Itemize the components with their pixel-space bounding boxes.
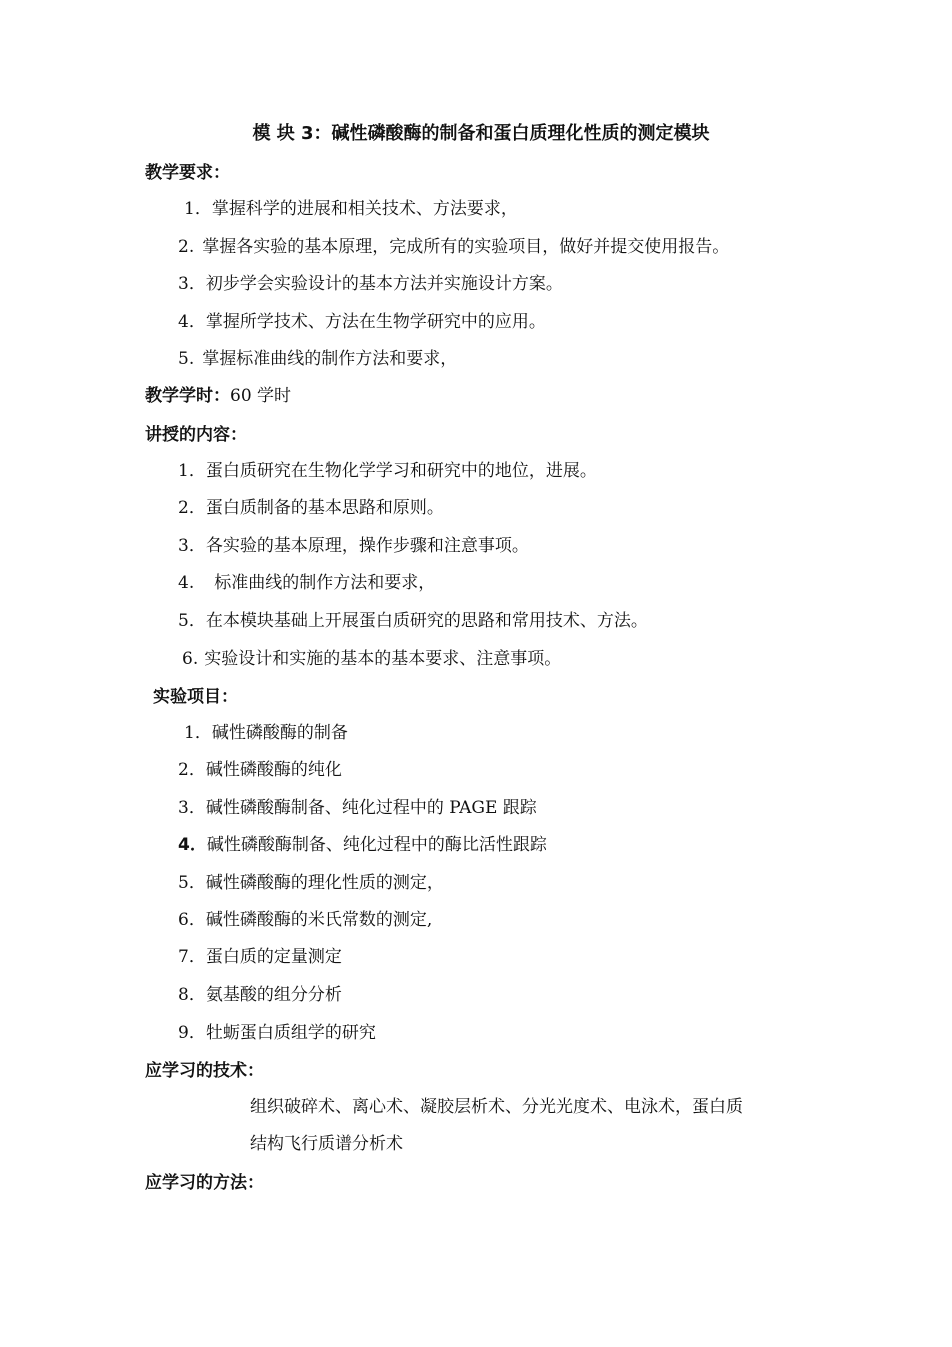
teaching-hours-label: 教学学时： [145, 386, 230, 406]
item-text: 实验设计和实施的基本的基本要求、注意事项。 [204, 649, 562, 669]
list-item [178, 271, 563, 297]
item-number: 3． [178, 536, 206, 556]
item-text: 碱性磷酸酶的米氏常数的测定, [205, 910, 433, 930]
item-text: 掌握各实验的基本原理，完成所有的实验项目，做好并提交使用报告。 [202, 237, 730, 257]
item-text: 碱性磷酸酶的纯化 [205, 760, 342, 780]
list-item [184, 720, 348, 746]
teaching-hours [145, 383, 291, 409]
item-number: 3． [178, 798, 206, 818]
list-item [182, 646, 561, 672]
item-text: 碱性磷酸酶制备、纯化过程中的 PAGE 跟踪 [205, 798, 537, 818]
item-text: 在本模块基础上开展蛋白质研究的思路和常用技术、方法。 [205, 611, 648, 631]
list-item [178, 832, 547, 858]
item-number: 5． [178, 611, 206, 631]
item-text: 蛋白质的定量测定 [205, 947, 342, 967]
item-text: 氨基酸的组分分析 [205, 985, 342, 1005]
item-number: 4. [178, 573, 195, 593]
item-number: 4． [178, 835, 207, 855]
item-number: 4． [178, 312, 206, 332]
techniques-heading: 应学习的技术： [145, 1061, 264, 1081]
list-item [178, 234, 729, 260]
list-item [178, 982, 342, 1008]
list-item [178, 907, 432, 933]
item-text: 掌握所学技术、方法在生物学研究中的应用。 [205, 312, 546, 332]
item-number: 2. [178, 237, 195, 257]
list-item [178, 1020, 376, 1046]
item-number: 3． [178, 274, 206, 294]
item-number: 6. [182, 649, 199, 669]
item-text: 碱性磷酸酶的制备 [211, 723, 348, 743]
teaching-hours-value: 60 学时 [230, 386, 292, 406]
item-number: 1． [184, 199, 212, 219]
item-number: 7． [178, 947, 206, 967]
item-number: 2． [178, 498, 206, 518]
techniques-line-1: 组织破碎术、离心术、凝胶层析术、分光光度术、电泳术，蛋白质 [250, 1097, 743, 1117]
methods-heading: 应学习的方法： [145, 1173, 264, 1193]
list-item [178, 870, 444, 896]
list-item [178, 944, 342, 970]
content-heading: 讲授的内容： [145, 425, 247, 445]
list-item [178, 346, 457, 372]
item-text: 蛋白质研究在生物化学学习和研究中的地位，进展。 [205, 461, 597, 481]
item-number: 5． [178, 873, 206, 893]
list-item [178, 795, 537, 821]
list-item [178, 309, 546, 335]
item-text: 各实验的基本原理，操作步骤和注意事项。 [205, 536, 529, 556]
list-item [178, 533, 529, 559]
list-item [184, 196, 518, 222]
item-text: 初步学会实验设计的基本方法并实施设计方案。 [205, 274, 563, 294]
techniques-line-2: 结构飞行质谱分析术 [250, 1134, 403, 1154]
item-number: 1． [178, 461, 206, 481]
list-item [178, 608, 648, 634]
item-text: 标准曲线的制作方法和要求， [214, 573, 436, 593]
item-number: 5. [178, 349, 195, 369]
list-item [178, 458, 597, 484]
list-item [178, 495, 444, 521]
requirements-heading: 教学要求： [145, 163, 230, 183]
item-number: 9． [178, 1023, 206, 1043]
item-text: 掌握科学的进展和相关技术、方法要求， [211, 199, 518, 219]
item-number: 6． [178, 910, 206, 930]
item-text: 蛋白质制备的基本思路和原则。 [205, 498, 444, 518]
list-item [178, 570, 435, 596]
item-text: 碱性磷酸酶制备、纯化过程中的酶比活性跟踪 [206, 835, 547, 855]
item-number: 8． [178, 985, 206, 1005]
item-text: 掌握标准曲线的制作方法和要求， [202, 349, 458, 369]
experiments-heading: 实验项目： [153, 687, 238, 707]
module-title: 模 块 3：碱性磷酸酶的制备和蛋白质理化性质的测定模块 [252, 123, 710, 144]
item-text: 碱性磷酸酶的理化性质的测定， [205, 873, 444, 893]
item-text: 牡蛎蛋白质组学的研究 [205, 1023, 376, 1043]
item-number: 2． [178, 760, 206, 780]
list-item [178, 757, 342, 783]
item-number: 1． [184, 723, 212, 743]
